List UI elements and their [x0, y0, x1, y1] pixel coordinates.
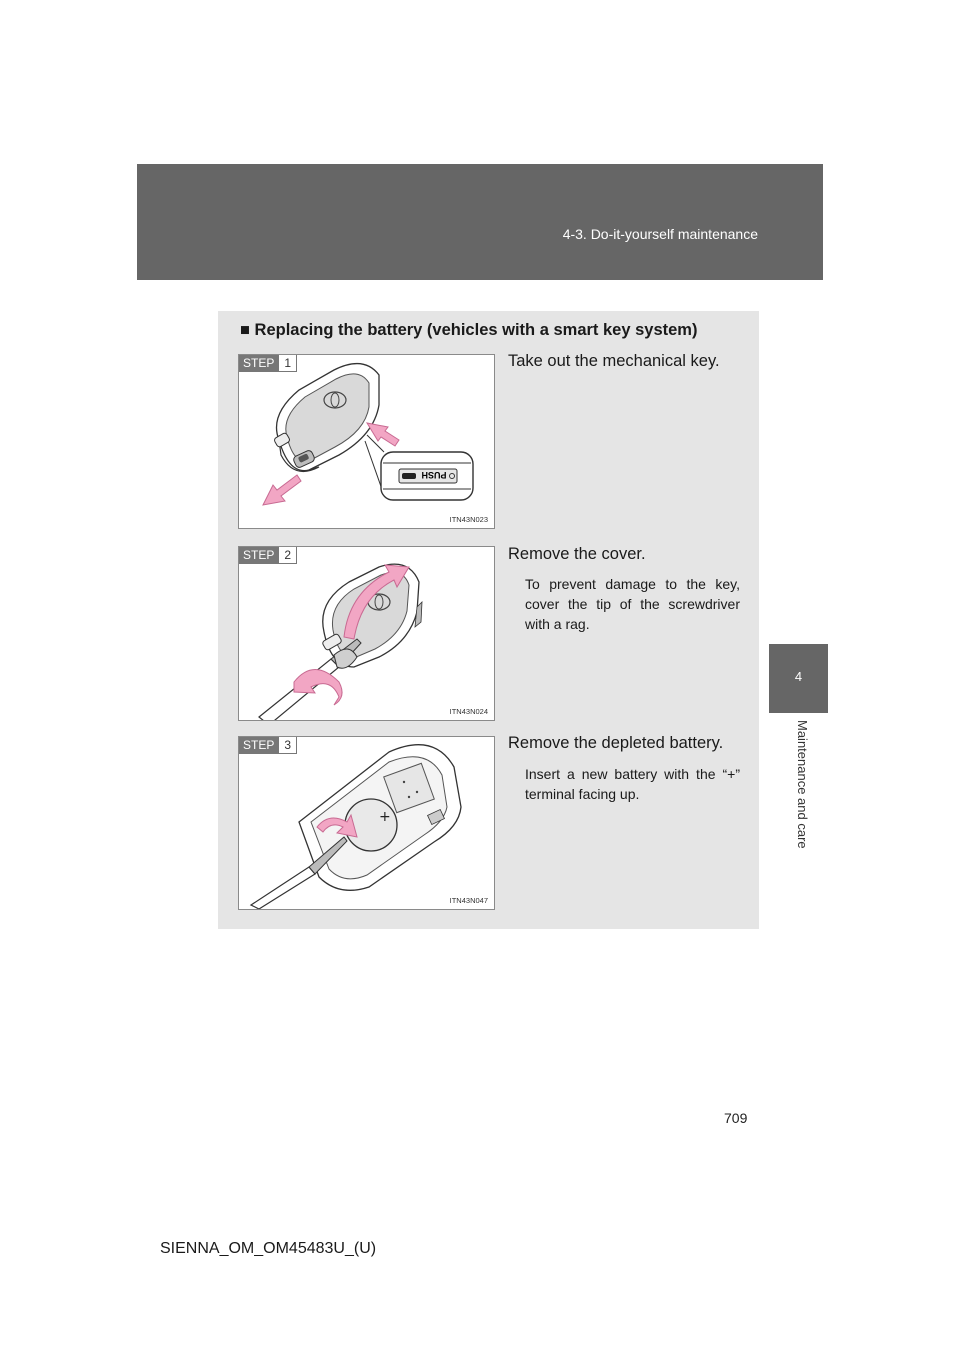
rotate-arrow-icon [294, 670, 342, 706]
chapter-tab[interactable] [769, 644, 828, 713]
key-fob-illustration [239, 355, 494, 528]
step-1-badge [239, 355, 297, 372]
step-1-instruction: Take out the mechanical key. [508, 352, 720, 370]
step-badge-number: 1 [278, 355, 297, 372]
section-title: ■ Replacing the battery (vehicles with a smart key system) [240, 321, 698, 339]
step-badge-label: STEP [239, 547, 278, 564]
push-arrow-icon [367, 423, 399, 446]
step-1-figure [238, 354, 495, 529]
plus-terminal-icon: + [379, 809, 391, 825]
header-band [137, 164, 823, 280]
key-fob [322, 564, 422, 667]
step-badge-label: STEP [239, 737, 278, 754]
page-number: 709 [724, 1110, 748, 1126]
step-3-figure [238, 736, 495, 910]
step-3-badge [239, 737, 297, 754]
step-badge-number: 2 [278, 547, 297, 564]
push-button-zoom [381, 452, 473, 500]
push-label: PUSH [421, 470, 447, 480]
battery-removal-illustration [239, 737, 494, 909]
step-2-note: To prevent damage to the key, cover the tip of the screwdriver with a rag. [525, 576, 740, 632]
figure-code: ITN43N023 [449, 515, 488, 524]
step-2-badge [239, 547, 297, 564]
key-fob [273, 364, 379, 472]
step-2-instruction: Remove the cover. [508, 545, 646, 563]
step-badge-label: STEP [239, 355, 278, 372]
chapter-number: 4 [794, 669, 803, 684]
step-2-figure [238, 546, 495, 721]
pull-arrow-icon [263, 475, 301, 505]
screwdriver-cover-illustration [239, 547, 494, 720]
figure-code: ITN43N024 [449, 707, 488, 716]
document-footer: SIENNA_OM_OM45483U_(U) [160, 1240, 377, 1257]
chapter-label: Maintenance and care [795, 720, 810, 849]
step-badge-number: 3 [278, 737, 297, 754]
header-section-title: 4-3. Do-it-yourself maintenance [562, 226, 758, 242]
step-3-instruction: Remove the depleted battery. [508, 734, 724, 752]
step-3-note: Insert a new battery with the “+” terminal facing up. [525, 766, 740, 802]
key-fob-open [299, 745, 461, 891]
figure-code: ITN43N047 [449, 896, 488, 905]
